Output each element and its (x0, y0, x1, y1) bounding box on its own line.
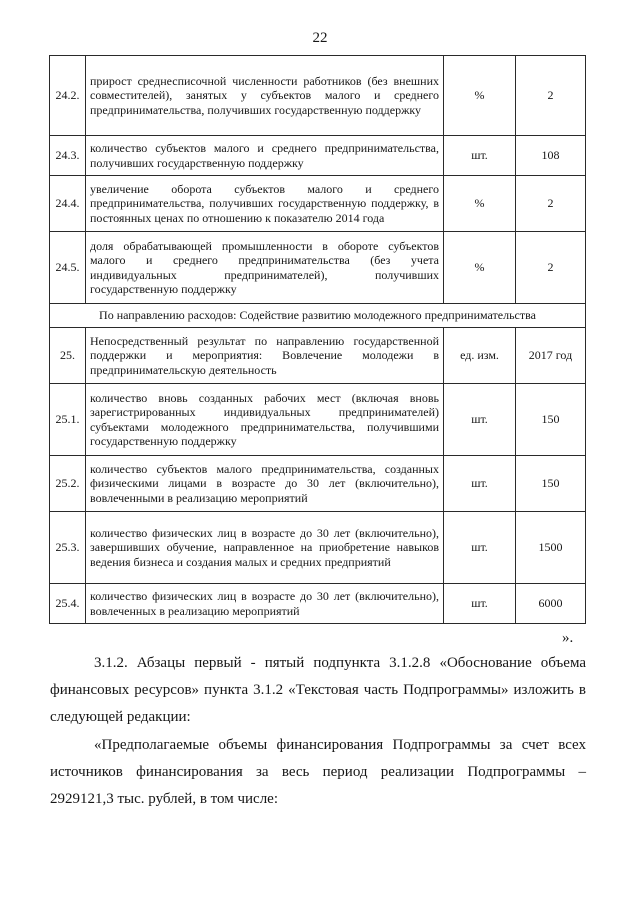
row-number: 25.2. (50, 456, 86, 512)
row-description: количество субъектов малого предпринимательства, созданных физическими лицами в возрасте до 30 лет (включительно), вовлеченными в реализацию мероприятий (86, 456, 444, 512)
table-row (50, 456, 586, 512)
column-header-unit: ед. изм. (444, 328, 516, 384)
closing-quote-mark: ». (562, 630, 574, 646)
row-unit: шт. (444, 384, 516, 456)
amendment-paragraph: 3.1.2. Абзацы первый - пятый подпункта 3.1.2.8 «Обоснование объема финансовых ресурсов» пункта 3.1.2 «Текстовая часть Подпрограммы» изложить в следующей редакции: (50, 655, 586, 725)
row-number: 24.2. (50, 56, 86, 136)
section-header-row (50, 304, 586, 328)
row-description: количество физических лиц в возрасте до 30 лет (включительно), вовлеченных в реализацию мероприятий (86, 584, 444, 624)
table-row (50, 232, 586, 304)
row-description: увеличение оборота субъектов малого и среднего предпринимательства, получивших государственную поддержку, в постоянных ценах по отношению к показателю 2014 года (86, 176, 444, 232)
column-header-year: 2017 год (516, 328, 586, 384)
row-value: 2 (516, 232, 586, 304)
row-description: Непосредственный результат по направлению государственной поддержки и мероприятия: Вовлечение молодежи в предпринимательскую деятельность (86, 328, 444, 384)
row-unit: шт. (444, 456, 516, 512)
row-description: доля обрабатывающей промышленности в обороте субъектов малого и среднего предпринимательства (без учета индивидуальных предпринимателей), получивших государственную поддержку (86, 232, 444, 304)
table-row (50, 176, 586, 232)
row-number: 25.1. (50, 384, 86, 456)
row-number: 24.5. (50, 232, 86, 304)
row-description: количество физических лиц в возрасте до 30 лет (включительно), завершивших обучение, направленное на приобретение навыков ведения бизнеса и создания малых и средних предприятий (86, 512, 444, 584)
row-number: 25.4. (50, 584, 86, 624)
row-number: 25.3. (50, 512, 86, 584)
page-number: 22 (312, 30, 328, 46)
indicators-table (49, 55, 586, 624)
row-value: 108 (516, 136, 586, 176)
row-number: 24.3. (50, 136, 86, 176)
row-value: 2 (516, 56, 586, 136)
row-unit: шт. (444, 584, 516, 624)
row-unit: % (444, 56, 516, 136)
row-description: прирост среднесписочной численности работников (без внешних совместителей), занятых у субъектов малого и среднего предпринимательства, получивших государственную поддержку (86, 56, 444, 136)
row-unit: % (444, 232, 516, 304)
section-header: По направлению расходов: Содействие развитию молодежного предпринимательства (50, 304, 586, 328)
row-value: 150 (516, 456, 586, 512)
table-row (50, 136, 586, 176)
row-number: 25. (50, 328, 86, 384)
table-row (50, 512, 586, 584)
row-number: 24.4. (50, 176, 86, 232)
row-value: 1500 (516, 512, 586, 584)
table-row (50, 384, 586, 456)
row-value: 150 (516, 384, 586, 456)
row-unit: % (444, 176, 516, 232)
row-value: 6000 (516, 584, 586, 624)
funding-paragraph: «Предполагаемые объемы финансирования Подпрограммы за счет всех источников финансирования за весь период реализации Подпрограммы – 2929121,3 тыс. рублей, в том числе: (50, 737, 586, 807)
row-unit: шт. (444, 512, 516, 584)
table-row (50, 584, 586, 624)
table-row (50, 56, 586, 136)
result-row (50, 328, 586, 384)
row-unit: шт. (444, 136, 516, 176)
row-value: 2 (516, 176, 586, 232)
row-description: количество вновь созданных рабочих мест (включая вновь зарегистрированных индивидуальных предпринимателей) субъектами молодежного предпринимательства, получившими государственную поддержку (86, 384, 444, 456)
row-description: количество субъектов малого и среднего предпринимательства, получивших государственную поддержку (86, 136, 444, 176)
